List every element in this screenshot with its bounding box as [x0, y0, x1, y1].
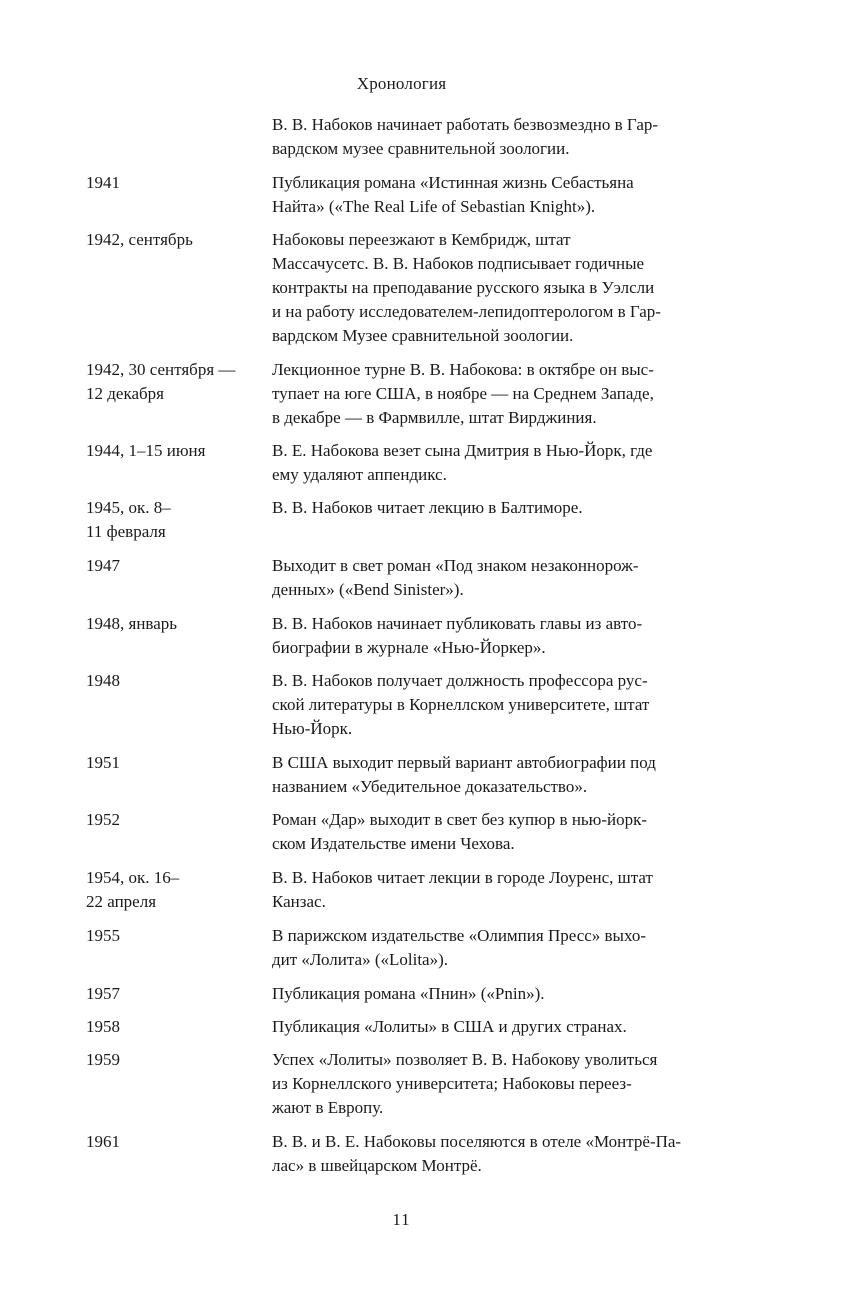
text-line: Лекционное турне В. В. Набокова: в октябре он выс-: [272, 360, 654, 379]
entry-date: [86, 808, 272, 832]
entry-date: [86, 866, 272, 914]
entry-date: [86, 751, 272, 775]
entry-date: [86, 228, 272, 252]
text-line: денных» («Bend Sinister»).: [272, 580, 464, 599]
entry-date: [86, 1048, 272, 1072]
text-line: названием «Убедительное доказательство».: [272, 777, 588, 796]
date-line: 22 апреля: [86, 892, 157, 911]
text-line: В. В. Набоков читает лекцию в Балтиморе.: [272, 498, 583, 517]
entry-text: [272, 228, 720, 348]
date-line: 12 декабря: [86, 384, 164, 403]
chronology-entry: [86, 982, 726, 1006]
entry-text: [272, 1048, 720, 1120]
running-head: Хронология: [356, 74, 447, 93]
entry-date: [86, 982, 272, 1006]
chronology-entry: [86, 924, 726, 972]
entry-date: [86, 439, 272, 463]
text-line: Канзас.: [272, 892, 326, 911]
date-line: 1954, ок. 16–: [86, 868, 180, 887]
date-line: 1957: [86, 984, 120, 1003]
entry-text: [272, 1015, 720, 1039]
entry-date: [86, 669, 272, 693]
date-line: 1951: [86, 753, 120, 772]
date-line: 1959: [86, 1050, 120, 1069]
date-line: 1947: [86, 556, 120, 575]
text-line: Нью-Йорк.: [272, 719, 353, 738]
date-line: 1958: [86, 1017, 120, 1036]
entry-date: [86, 171, 272, 195]
text-line: тупает на юге США, в ноябре — на Среднем Западе,: [272, 384, 654, 403]
text-line: Роман «Дар» выходит в свет без купюр в нью-йорк-: [272, 810, 648, 829]
text-line: Найта» («The Real Life of Sebastian Knight»).: [272, 197, 596, 216]
entry-text: [272, 1130, 720, 1178]
entry-date: [86, 554, 272, 578]
text-line: Публикация романа «Пнин» («Pnin»).: [272, 984, 545, 1003]
date-line: 1952: [86, 810, 120, 829]
entry-date: [86, 358, 272, 406]
text-line: ском Издательстве имени Чехова.: [272, 834, 515, 853]
chronology-entry: [86, 1048, 726, 1120]
text-line: лас» в швейцарском Монтрё.: [272, 1156, 482, 1175]
text-line: В. В. Набоков получает должность профессора рус-: [272, 671, 648, 690]
entry-text: [272, 866, 720, 914]
date-line: 1945, ок. 8–: [86, 498, 171, 517]
entry-text: [272, 171, 720, 219]
chronology-entry: [86, 496, 726, 544]
text-line: Публикация романа «Истинная жизнь Себастьяна: [272, 173, 634, 192]
text-line: из Корнеллского университета; Набоковы переез-: [272, 1074, 632, 1093]
chronology-entry: [86, 171, 726, 219]
entry-text: [272, 669, 720, 741]
chronology-entry: [86, 808, 726, 856]
chronology-entry: [86, 358, 726, 430]
entry-text: [272, 496, 720, 520]
chronology-entry: [86, 439, 726, 487]
entry-date: [86, 612, 272, 636]
entry-text: [272, 113, 720, 161]
date-line: 1961: [86, 1132, 120, 1151]
chronology-entry: [86, 113, 726, 161]
text-line: Набоковы переезжают в Кембридж, штат: [272, 230, 571, 249]
text-line: В США выходит первый вариант автобиографии под: [272, 753, 656, 772]
chronology-entry: [86, 866, 726, 914]
text-line: вардском Музее сравнительной зоологии.: [272, 326, 574, 345]
text-line: контракты на преподавание русского языка в Уэлсли: [272, 278, 655, 297]
chronology-list: [86, 113, 726, 1178]
entry-text: [272, 358, 720, 430]
entry-date: [86, 1015, 272, 1039]
text-line: В. Е. Набокова везет сына Дмитрия в Нью-Йорк, где: [272, 441, 653, 460]
entry-text: [272, 554, 720, 602]
entry-text: [272, 751, 720, 799]
entry-date: [86, 924, 272, 948]
text-line: биографии в журнале «Нью-Йоркер».: [272, 638, 546, 657]
text-line: В парижском издательстве «Олимпия Пресс» выхо-: [272, 926, 646, 945]
entry-text: [272, 612, 720, 660]
text-line: и на работу исследователем-лепидоптерологом в Гар-: [272, 302, 661, 321]
date-line: 1942, сентябрь: [86, 230, 193, 249]
date-line: 1942, 30 сентября —: [86, 360, 236, 379]
chronology-entry: [86, 612, 726, 660]
chronology-entry: [86, 751, 726, 799]
entry-text: [272, 982, 720, 1006]
date-line: 1948, январь: [86, 614, 178, 633]
chronology-entry: [86, 1015, 726, 1039]
entry-date: [86, 496, 272, 544]
entry-date: [86, 1130, 272, 1154]
entry-text: [272, 924, 720, 972]
text-line: Выходит в свет роман «Под знаком незаконнорож-: [272, 556, 639, 575]
text-line: жают в Европу.: [272, 1098, 384, 1117]
date-line: 11 февраля: [86, 522, 166, 541]
text-line: ему удаляют аппендикс.: [272, 465, 447, 484]
text-line: дит «Лолита» («Lolita»).: [272, 950, 448, 969]
date-line: 1941: [86, 173, 120, 192]
text-line: Успех «Лолиты» позволяет В. В. Набокову уволиться: [272, 1050, 658, 1069]
date-line: 1955: [86, 926, 120, 945]
date-line: 1944, 1–15 июня: [86, 441, 206, 460]
text-line: В. В. Набоков начинает публиковать главы из авто-: [272, 614, 643, 633]
chronology-entry: [86, 669, 726, 741]
chronology-entry: [86, 1130, 726, 1178]
text-line: в декабре — в Фармвилле, штат Вирджиния.: [272, 408, 597, 427]
text-line: вардском музее сравнительной зоологии.: [272, 139, 570, 158]
text-line: ской литературы в Корнеллском университете, штат: [272, 695, 650, 714]
chronology-entry: [86, 554, 726, 602]
text-line: В. В. и В. Е. Набоковы поселяются в отеле «Монтрё-Па-: [272, 1132, 682, 1151]
date-line: 1948: [86, 671, 120, 690]
text-line: В. В. Набоков читает лекции в городе Лоуренс, штат: [272, 868, 653, 887]
text-line: В. В. Набоков начинает работать безвозмездно в Гар-: [272, 115, 659, 134]
text-line: Массачусетс. В. В. Набоков подписывает годичные: [272, 254, 645, 273]
chronology-entry: [86, 228, 726, 348]
page-number: 11: [392, 1210, 411, 1229]
entry-text: [272, 808, 720, 856]
entry-text: [272, 439, 720, 487]
text-line: Публикация «Лолиты» в США и других странах.: [272, 1017, 627, 1036]
